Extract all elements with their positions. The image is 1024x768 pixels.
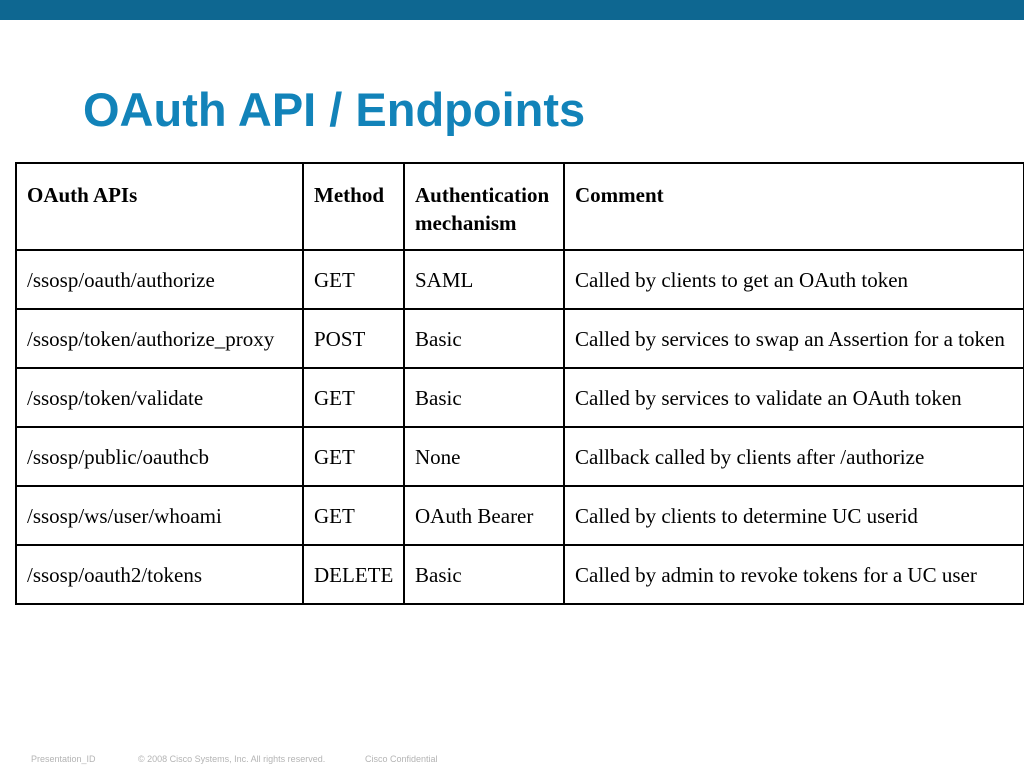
- cell-http-method: DELETE: [303, 545, 404, 604]
- cell-auth-mechanism: Basic: [404, 368, 564, 427]
- cell-comment: Called by clients to determine UC userid: [564, 486, 1024, 545]
- footer-confidential: Cisco Confidential: [365, 754, 438, 764]
- cell-auth-mechanism: OAuth Bearer: [404, 486, 564, 545]
- table-header-row: [16, 163, 1024, 250]
- slide-footer: [31, 753, 438, 765]
- cell-http-method: POST: [303, 309, 404, 368]
- cell-comment: Callback called by clients after /authorize: [564, 427, 1024, 486]
- cell-api-endpoint: /ssosp/ws/user/whoami: [16, 486, 303, 545]
- cell-http-method: GET: [303, 427, 404, 486]
- table-row: [16, 309, 1024, 368]
- cell-comment: Called by services to swap an Assertion for a token: [564, 309, 1024, 368]
- table-row: [16, 486, 1024, 545]
- cell-comment: Called by services to validate an OAuth token: [564, 368, 1024, 427]
- cell-auth-mechanism: None: [404, 427, 564, 486]
- table-row: [16, 545, 1024, 604]
- cell-api-endpoint: /ssosp/oauth2/tokens: [16, 545, 303, 604]
- cell-api-endpoint: /ssosp/oauth/authorize: [16, 250, 303, 309]
- header-authentication-mechanism: Authentication mechanism: [404, 163, 564, 250]
- cell-api-endpoint: /ssosp/token/authorize_proxy: [16, 309, 303, 368]
- footer-presentation-id: Presentation_ID: [31, 754, 96, 764]
- cell-http-method: GET: [303, 368, 404, 427]
- cell-http-method: GET: [303, 250, 404, 309]
- header-comment: Comment: [564, 163, 1024, 250]
- header-oauth-apis: OAuth APIs: [16, 163, 303, 250]
- cell-comment: Called by admin to revoke tokens for a UC user: [564, 545, 1024, 604]
- cell-api-endpoint: /ssosp/public/oauthcb: [16, 427, 303, 486]
- footer-copyright: © 2008 Cisco Systems, Inc. All rights reserved.: [138, 754, 326, 764]
- cell-auth-mechanism: Basic: [404, 545, 564, 604]
- cell-http-method: GET: [303, 486, 404, 545]
- top-banner-bar: [0, 0, 1024, 20]
- cell-api-endpoint: /ssosp/token/validate: [16, 368, 303, 427]
- table-row: [16, 250, 1024, 309]
- cell-comment: Called by clients to get an OAuth token: [564, 250, 1024, 309]
- table-row: [16, 427, 1024, 486]
- cell-auth-mechanism: SAML: [404, 250, 564, 309]
- cell-auth-mechanism: Basic: [404, 309, 564, 368]
- header-method: Method: [303, 163, 404, 250]
- table-row: [16, 368, 1024, 427]
- oauth-api-table: [15, 162, 1024, 605]
- slide-title: OAuth API / Endpoints: [83, 83, 586, 136]
